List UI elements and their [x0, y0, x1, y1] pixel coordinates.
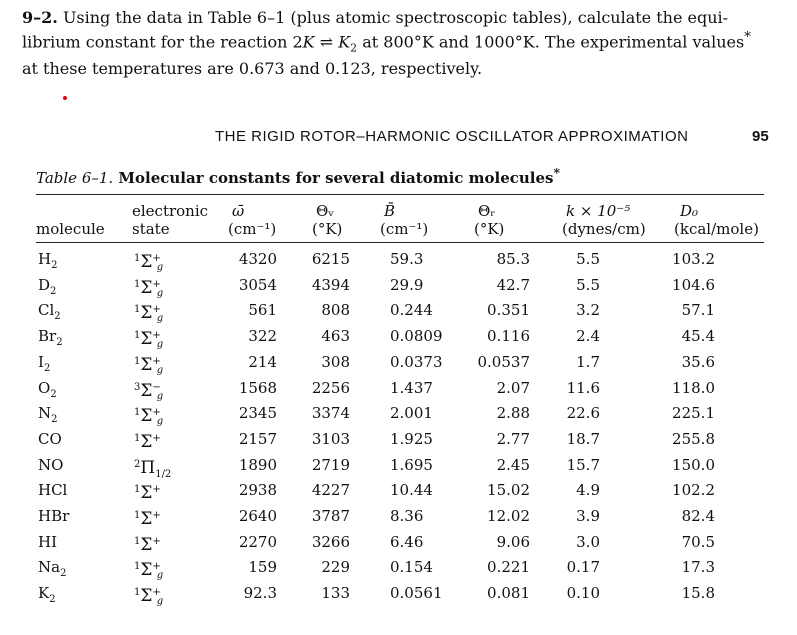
cell-thetav: 308: [321, 353, 350, 371]
cell-b: 8.36: [390, 507, 424, 525]
state-multiplicity: 1: [134, 279, 141, 290]
problem-line-3: [22, 59, 767, 79]
cell-electronic-state: [134, 300, 163, 329]
state-multiplicity: 3: [134, 382, 141, 393]
state-sign: +: [152, 484, 161, 495]
cell-b: 1.925: [390, 430, 433, 448]
state-multiplicity: 2: [134, 459, 141, 470]
state-term-symbol: Σ: [140, 586, 153, 606]
molecule-subscript: 2: [51, 260, 58, 271]
header-d0-symbol: D₀: [680, 202, 699, 220]
header-k-symbol: k × 10⁻⁵: [566, 202, 631, 220]
cell-omega: 322: [248, 327, 277, 345]
cell-b: 1.695: [390, 456, 433, 474]
running-head: THE RIGID ROTOR–HARMONIC OSCILLATOR APPROXIMATION: [215, 128, 689, 145]
problem-text-2a: librium constant for the reaction 2: [22, 32, 303, 52]
species-k: K: [302, 32, 315, 52]
molecule-formula: Cl: [38, 301, 55, 319]
cell-electronic-state: [134, 249, 163, 278]
cell-b: 29.9: [390, 276, 424, 294]
state-sign: +: [152, 356, 161, 367]
cell-omega: 1890: [238, 456, 277, 474]
cell-molecule: [38, 326, 63, 353]
state-multiplicity: 1: [134, 587, 141, 598]
cell-thetar: 0.351: [487, 301, 530, 319]
cell-thetav: 3103: [311, 430, 350, 448]
molecule-formula: N: [38, 404, 52, 422]
state-sign: +: [152, 433, 161, 444]
cell-thetav: 229: [321, 558, 350, 576]
cell-k: 15.7: [566, 456, 600, 474]
page-number: 95: [752, 128, 769, 145]
state-multiplicity: 1: [134, 561, 141, 572]
cell-omega: 2157: [238, 430, 277, 448]
cell-omega: 92.3: [243, 584, 277, 602]
state-multiplicity: 1: [134, 356, 141, 367]
header-d0-unit: (kcal/mole): [674, 220, 759, 238]
problem-statement: [22, 8, 767, 79]
header-state-line2: state: [132, 220, 170, 238]
cell-thetar: 0.116: [487, 327, 530, 345]
molecule-formula: HCl: [38, 481, 68, 499]
molecule-subscript: 2: [43, 363, 51, 374]
cell-omega: 2345: [238, 404, 277, 422]
cell-omega: 2270: [238, 533, 277, 551]
cell-molecule: [38, 429, 62, 449]
molecule-formula: Na: [38, 558, 61, 576]
molecule-formula: CO: [38, 430, 62, 448]
state-multiplicity: 1: [134, 407, 141, 418]
problem-number: 9–2.: [22, 8, 58, 27]
cell-omega: 4320: [238, 250, 277, 268]
cell-electronic-state: [134, 506, 161, 529]
header-b-unit: (cm⁻¹): [380, 220, 429, 238]
cell-thetav: 808: [321, 301, 350, 319]
cell-k: 3.0: [576, 533, 600, 551]
state-sign: +: [152, 304, 161, 315]
problem-line-1: [22, 8, 767, 28]
cell-b: 10.44: [390, 481, 433, 499]
molecule-formula: I: [38, 353, 44, 371]
table-header-rule: [36, 242, 764, 243]
cell-k: 18.7: [566, 430, 600, 448]
state-parity: g: [156, 416, 164, 427]
state-term-symbol: Σ: [140, 381, 153, 401]
cell-d0: 70.5: [681, 533, 715, 551]
cell-molecule: [38, 352, 50, 379]
molecule-subscript: 2: [54, 311, 61, 322]
cell-b: 6.46: [390, 533, 424, 551]
problem-footnote-mark: *: [744, 30, 751, 45]
cell-k: 0.17: [566, 558, 600, 576]
cell-molecule: [38, 506, 69, 526]
cell-thetar: 42.7: [496, 276, 530, 294]
problem-text-2b: at 800°K and 1000°K. The experimental values: [357, 32, 745, 52]
cell-d0: 225.1: [672, 404, 715, 422]
table-top-rule: [36, 194, 764, 195]
cell-thetar: 0.0537: [477, 353, 530, 371]
state-multiplicity: 1: [134, 253, 141, 264]
state-parity: g: [156, 288, 164, 299]
cell-k: 0.10: [566, 584, 600, 602]
state-parity: g: [156, 262, 164, 273]
state-sign: 1/2: [155, 469, 172, 480]
molecule-formula: Br: [38, 327, 57, 345]
state-parity: g: [156, 596, 164, 607]
state-term-symbol: Σ: [140, 560, 153, 580]
molecule-subscript: 2: [50, 286, 57, 297]
cell-thetar: 12.02: [487, 507, 530, 525]
cell-molecule: [38, 583, 56, 610]
cell-thetav: 3374: [311, 404, 350, 422]
cell-d0: 150.0: [672, 456, 715, 474]
cell-b: 0.0373: [390, 353, 443, 371]
cell-thetar: 15.02: [487, 481, 530, 499]
state-term-symbol: Σ: [140, 535, 153, 555]
header-omega-symbol: ω̄: [232, 202, 245, 220]
cell-b: 59.3: [390, 250, 424, 268]
cell-d0: 102.2: [672, 481, 715, 499]
cell-thetar: 2.07: [496, 379, 530, 397]
cell-thetav: 4227: [311, 481, 350, 499]
header-state-line1: electronic: [132, 202, 209, 220]
state-term-symbol: Σ: [140, 483, 153, 503]
state-multiplicity: 1: [134, 484, 141, 495]
cell-electronic-state: [134, 532, 161, 555]
state-parity: g: [156, 339, 164, 350]
header-molecule: molecule: [36, 220, 105, 238]
cell-omega: 2640: [238, 507, 277, 525]
cell-thetar: 85.3: [496, 250, 530, 268]
molecule-subscript: 2: [50, 389, 57, 400]
cell-molecule: [38, 455, 63, 475]
header-thetar-unit: (°K): [474, 220, 505, 238]
state-sign: +: [152, 510, 161, 521]
molecule-formula: HI: [38, 533, 58, 551]
state-term-symbol: Σ: [140, 303, 153, 323]
cell-electronic-state: [134, 480, 161, 503]
cell-thetav: 3266: [311, 533, 350, 551]
cell-k: 5.5: [576, 276, 600, 294]
cell-omega: 159: [248, 558, 277, 576]
cell-k: 4.9: [576, 481, 600, 499]
state-term-symbol: Σ: [140, 329, 153, 349]
molecule-subscript: 2: [51, 414, 58, 425]
state-term-symbol: Σ: [140, 406, 153, 426]
molecule-subscript: 2: [56, 337, 63, 348]
molecule-formula: D: [38, 276, 51, 294]
state-multiplicity: 1: [134, 304, 141, 315]
state-sign: −: [152, 382, 161, 393]
cell-electronic-state: [134, 403, 163, 432]
header-b-symbol: B̄: [384, 202, 396, 220]
cell-omega: 1568: [238, 379, 277, 397]
cell-thetav: 2719: [311, 456, 350, 474]
cell-k: 22.6: [566, 404, 600, 422]
cell-k: 3.2: [576, 301, 600, 319]
cell-omega: 561: [248, 301, 277, 319]
molecule-subscript: 2: [49, 594, 56, 605]
cell-thetav: 3787: [311, 507, 350, 525]
cell-d0: 17.3: [681, 558, 715, 576]
cell-thetav: 4394: [311, 276, 350, 294]
state-term-symbol: Σ: [140, 278, 153, 298]
state-multiplicity: 1: [134, 433, 141, 444]
cell-k: 1.7: [576, 353, 600, 371]
cell-b: 0.244: [390, 301, 433, 319]
state-sign: +: [152, 407, 161, 418]
cell-molecule: [38, 300, 61, 327]
table-title: Molecular constants for several diatomic molecules: [118, 169, 554, 187]
state-sign: +: [152, 536, 161, 547]
problem-text-1: Using the data in Table 6–1 (plus atomic spectroscopic tables), calculate the equi-: [62, 8, 729, 27]
state-multiplicity: 1: [134, 330, 141, 341]
cell-thetar: 0.221: [487, 558, 530, 576]
state-term-symbol: Π: [140, 458, 156, 478]
molecule-formula: H: [38, 250, 52, 268]
cell-thetar: 2.88: [496, 404, 530, 422]
cell-k: 5.5: [576, 250, 600, 268]
state-sign: +: [152, 561, 161, 572]
cell-omega: 2938: [238, 481, 277, 499]
state-term-symbol: Σ: [140, 509, 153, 529]
problem-line-2: [22, 28, 767, 59]
cell-d0: 118.0: [672, 379, 715, 397]
cell-molecule: [38, 275, 56, 302]
cell-d0: 35.6: [681, 353, 715, 371]
cell-molecule: [38, 378, 57, 405]
state-multiplicity: 1: [134, 536, 141, 547]
cell-d0: 103.2: [672, 250, 715, 268]
cell-b: 0.0561: [390, 584, 443, 602]
molecule-formula: O: [38, 379, 51, 397]
cell-k: 11.6: [566, 379, 600, 397]
cell-d0: 82.4: [681, 507, 715, 525]
molecule-formula: K: [38, 584, 50, 602]
molecule-formula: NO: [38, 456, 64, 474]
header-thetav-symbol: Θᵥ: [316, 202, 334, 220]
table-label: Table 6–1.: [36, 169, 114, 187]
state-sign: +: [152, 330, 161, 341]
species-k2-sub: 2: [350, 41, 358, 55]
header-thetar-symbol: Θᵣ: [478, 202, 496, 220]
cell-omega: 3054: [238, 276, 277, 294]
state-sign: +: [152, 253, 161, 264]
state-parity: g: [156, 365, 164, 376]
cell-k: 3.9: [576, 507, 600, 525]
cell-d0: 57.1: [681, 301, 715, 319]
cell-b: 0.0809: [390, 327, 443, 345]
cell-molecule: [38, 532, 57, 552]
molecule-subscript: 2: [60, 568, 67, 579]
state-term-symbol: Σ: [140, 432, 153, 452]
cell-thetav: 6215: [311, 250, 350, 268]
cell-thetav: 133: [321, 584, 350, 602]
cell-thetar: 2.45: [496, 456, 530, 474]
red-dot-mark: [63, 96, 67, 100]
cell-thetar: 2.77: [496, 430, 530, 448]
table-footnote-mark: *: [553, 165, 561, 180]
cell-b: 1.437: [390, 379, 433, 397]
molecule-formula: HBr: [38, 507, 70, 525]
cell-electronic-state: [134, 352, 163, 381]
cell-d0: 45.4: [681, 327, 715, 345]
state-parity: g: [156, 391, 164, 402]
problem-text-3: at these temperatures are 0.673 and 0.123, respectively.: [22, 58, 483, 78]
header-thetav-unit: (°K): [312, 220, 343, 238]
cell-thetav: 463: [321, 327, 350, 345]
cell-d0: 255.8: [672, 430, 715, 448]
cell-b: 2.001: [390, 404, 433, 422]
cell-omega: 214: [248, 353, 277, 371]
state-term-symbol: Σ: [140, 252, 153, 272]
state-sign: +: [152, 279, 161, 290]
cell-molecule: [38, 480, 67, 500]
cell-k: 2.4: [576, 327, 600, 345]
header-k-unit: (dynes/cm): [562, 220, 646, 238]
cell-molecule: [38, 249, 57, 276]
equilibrium-arrow-icon: ⇌: [319, 32, 334, 52]
cell-thetav: 2256: [311, 379, 350, 397]
state-parity: g: [156, 313, 164, 324]
state-parity: g: [156, 570, 164, 581]
header-omega-unit: (cm⁻¹): [228, 220, 277, 238]
cell-electronic-state: [134, 557, 163, 586]
cell-thetar: 0.081: [487, 584, 530, 602]
cell-electronic-state: [134, 429, 161, 452]
table-caption: [36, 165, 560, 187]
cell-thetar: 9.06: [496, 533, 530, 551]
cell-electronic-state: [134, 583, 163, 612]
cell-d0: 104.6: [672, 276, 715, 294]
cell-d0: 15.8: [681, 584, 715, 602]
cell-electronic-state: [134, 326, 163, 355]
state-sign: +: [152, 587, 161, 598]
cell-molecule: [38, 557, 66, 584]
cell-b: 0.154: [390, 558, 433, 576]
state-term-symbol: Σ: [140, 355, 153, 375]
cell-molecule: [38, 403, 58, 430]
species-k2: K: [338, 32, 351, 52]
state-multiplicity: 1: [134, 510, 141, 521]
